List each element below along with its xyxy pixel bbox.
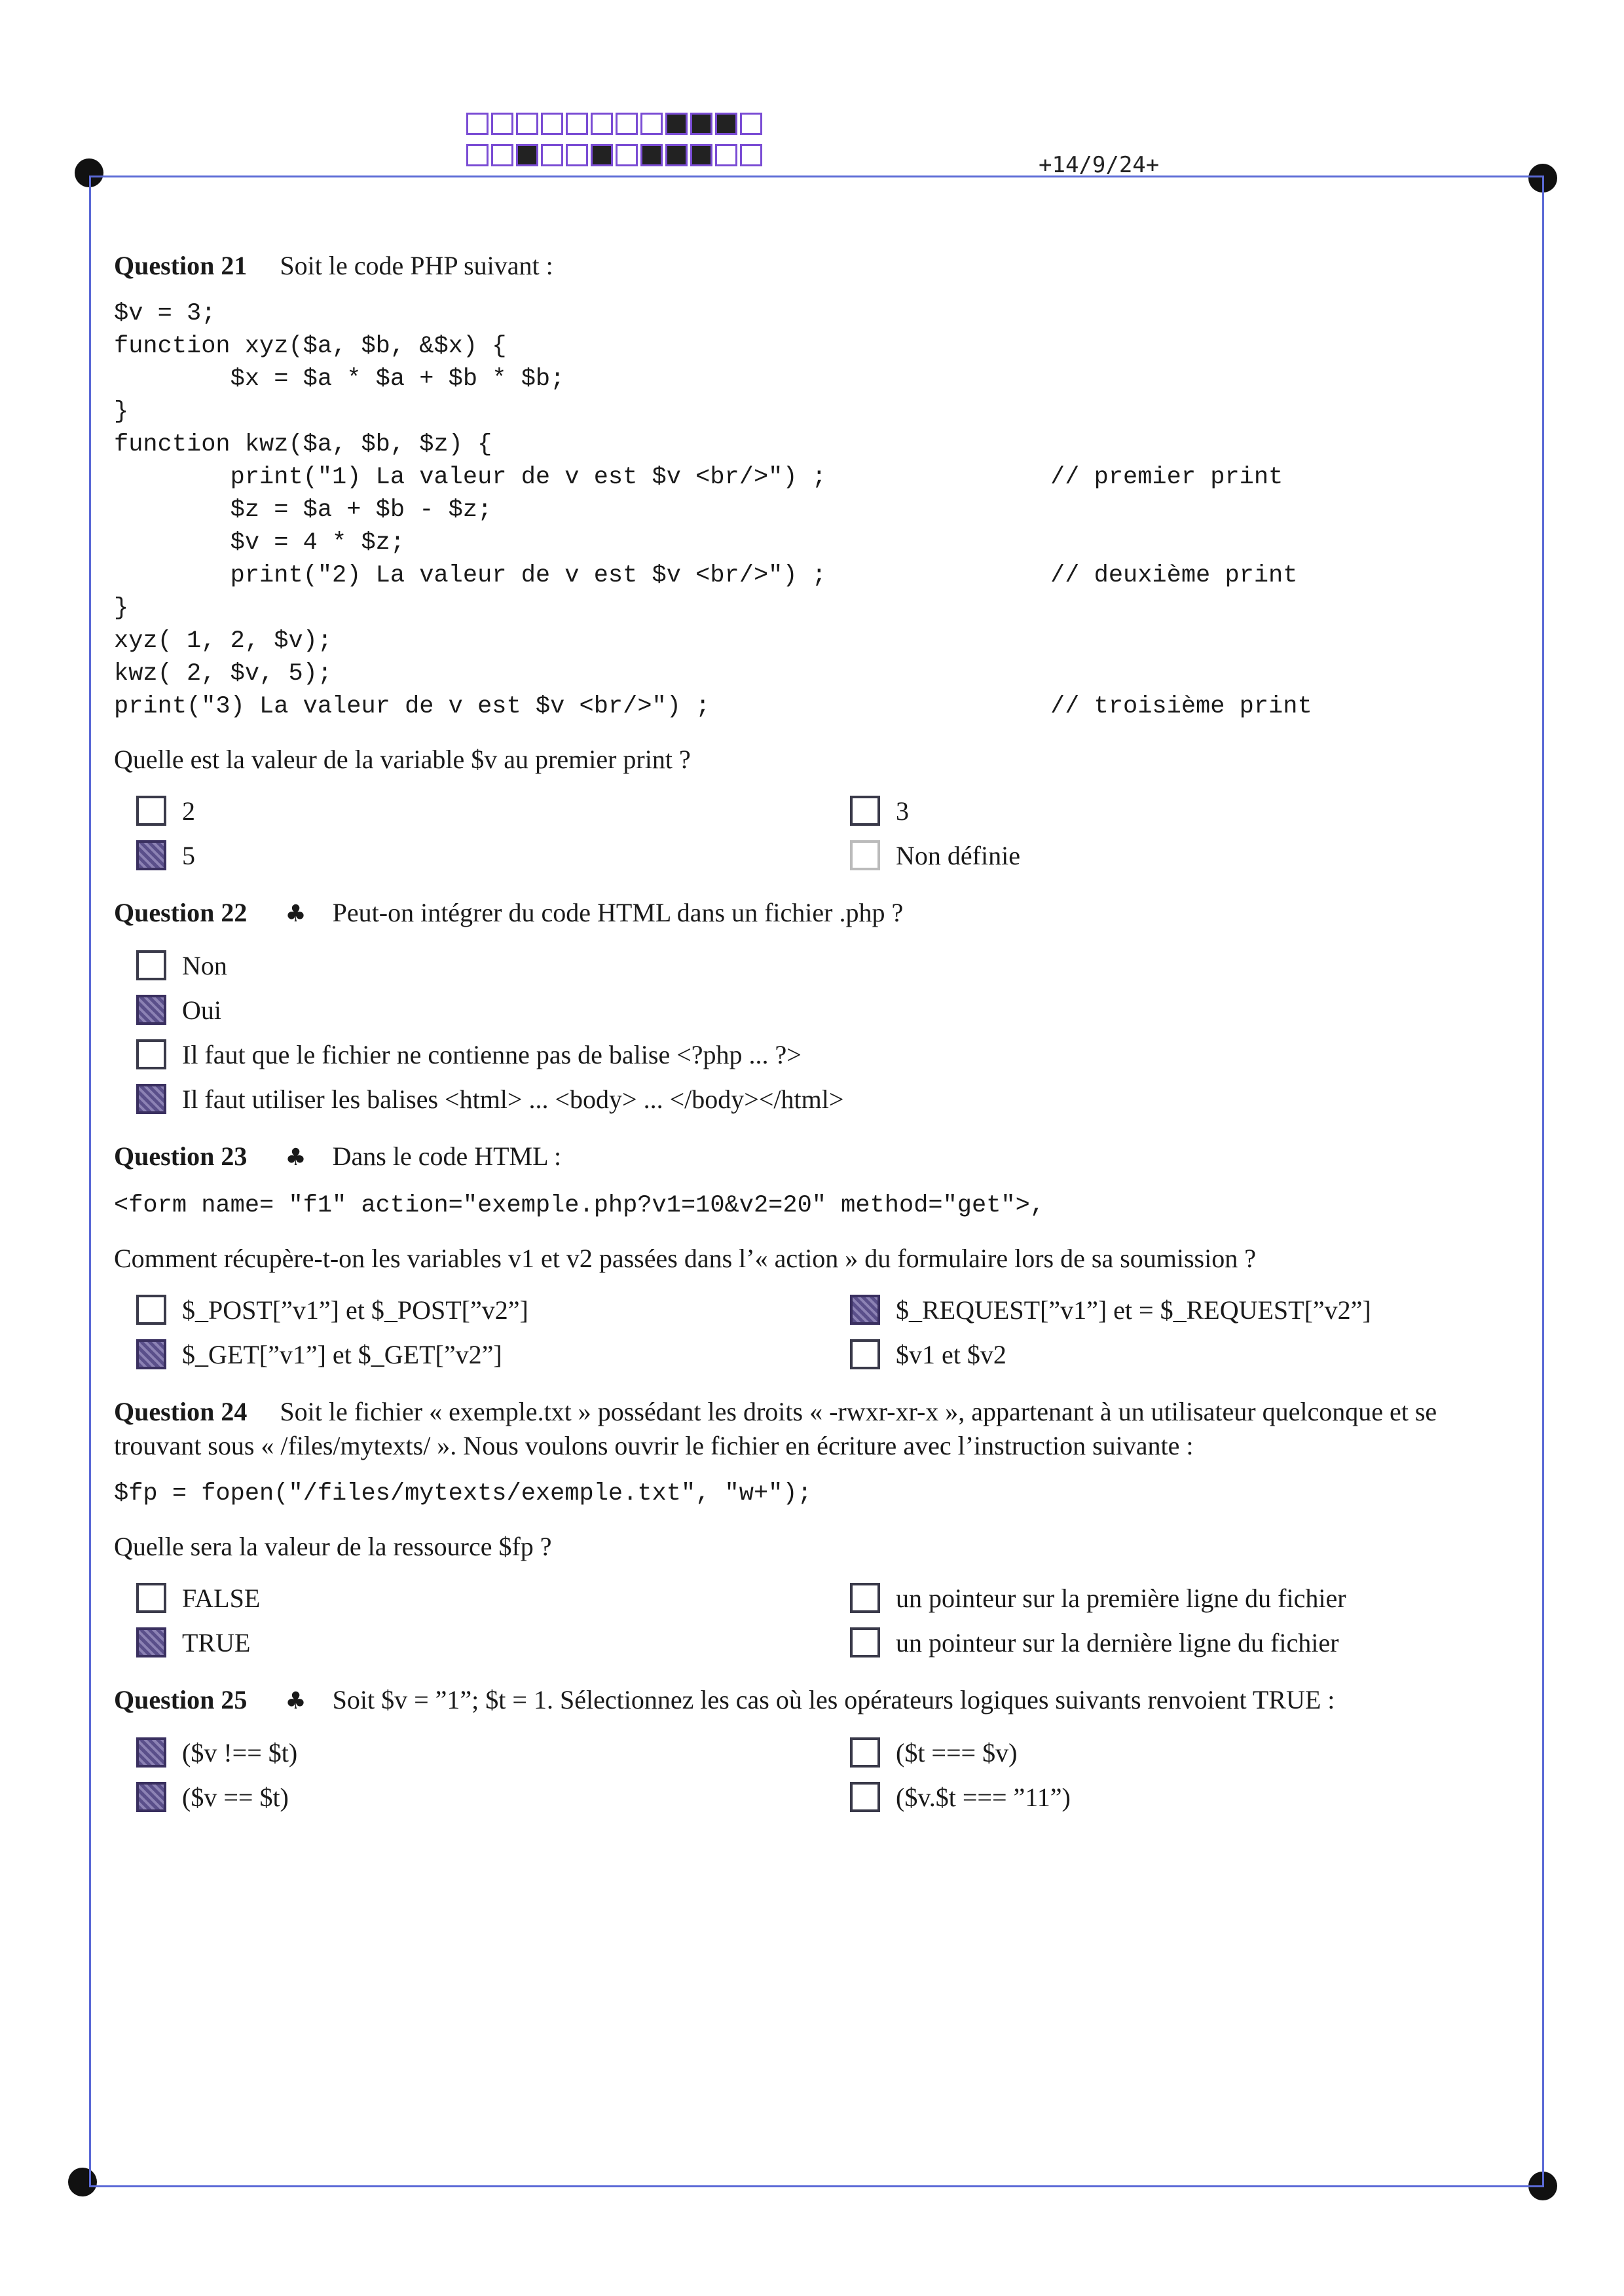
barcode-cell xyxy=(516,144,538,166)
barcode-cell xyxy=(541,113,563,135)
question-text: Quelle sera la valeur de la ressource $fp ? xyxy=(114,1532,552,1561)
club-icon: ♣ xyxy=(285,900,306,927)
code-comment: // deuxième print xyxy=(1050,562,1298,589)
checkbox-icon[interactable] xyxy=(850,1782,880,1812)
code-text: function kwz($a, $b, $z) { xyxy=(114,431,492,458)
answer-label: $_GET[”v1”] et $_GET[”v2”] xyxy=(182,1339,502,1369)
answer-label: Non définie xyxy=(896,840,1020,870)
answer-label: Il faut utiliser les balises <html> ... <body> ... </body></html> xyxy=(182,1084,844,1114)
checkbox-icon[interactable] xyxy=(850,840,880,870)
code-snippet: <form name= "f1" action="exemple.php?v1=10&v2=20" method="get">, xyxy=(114,1192,1045,1219)
question-intro: Soit le code PHP suivant : xyxy=(280,251,553,280)
code-comment: // premier print xyxy=(1050,464,1283,491)
answer-option[interactable] xyxy=(136,794,850,828)
answer-label: 2 xyxy=(182,796,195,826)
barcode-cell xyxy=(690,113,712,135)
answer-label: TRUE xyxy=(182,1627,251,1657)
barcode-cell xyxy=(566,144,588,166)
barcode-cell xyxy=(640,144,663,166)
checkbox-icon[interactable] xyxy=(136,1295,166,1325)
answer-label: ($v.$t === ”11”) xyxy=(896,1782,1071,1812)
code-line xyxy=(114,300,1518,333)
answer-option[interactable] xyxy=(850,1625,1544,1659)
question-block xyxy=(110,1683,1518,1814)
question-number: Question 23 xyxy=(114,1141,248,1171)
answer-label: ($t === $v) xyxy=(896,1737,1018,1768)
answer-label: ($v == $t) xyxy=(182,1782,289,1812)
answer-option[interactable] xyxy=(850,1581,1544,1615)
answer-option[interactable] xyxy=(136,1082,1511,1116)
code-line xyxy=(114,333,1518,365)
answer-option[interactable] xyxy=(136,1293,850,1327)
club-icon: ♣ xyxy=(285,1144,306,1171)
answer-option[interactable] xyxy=(136,1337,850,1371)
question-intro: Peut-on intégrer du code HTML dans un fichier .php ? xyxy=(332,898,904,927)
answer-label: 5 xyxy=(182,840,195,870)
checkbox-icon[interactable] xyxy=(850,1737,880,1768)
question-header xyxy=(114,1683,1518,1718)
answer-option[interactable] xyxy=(136,993,1511,1027)
question-block xyxy=(110,249,1518,872)
question-header xyxy=(114,1395,1518,1463)
code-line xyxy=(114,693,1518,726)
code-comment: // troisième print xyxy=(1050,693,1312,720)
code-text: } xyxy=(114,398,129,426)
answer-list xyxy=(136,1293,1518,1371)
code-line xyxy=(114,398,1518,431)
barcode-cell xyxy=(591,144,613,166)
answer-label: $_POST[”v1”] et $_POST[”v2”] xyxy=(182,1295,528,1325)
answer-option[interactable] xyxy=(136,1625,850,1659)
answer-label: 3 xyxy=(896,796,909,826)
answer-list xyxy=(136,794,1518,872)
question-block xyxy=(110,1395,1518,1659)
barcode-cell xyxy=(491,144,513,166)
answer-label: un pointeur sur la première ligne du fichier xyxy=(896,1583,1346,1613)
club-icon: ♣ xyxy=(285,1688,306,1714)
question-header xyxy=(114,249,1518,283)
answer-option[interactable] xyxy=(850,1735,1544,1769)
code-snippet: $fp = fopen("/files/mytexts/exemple.txt", "w+"); xyxy=(114,1480,812,1508)
code-line xyxy=(114,627,1518,660)
code-text: print("2) La valeur de v est $v <br/>") ; xyxy=(114,562,826,589)
checked-box-icon[interactable] xyxy=(850,1295,880,1325)
barcode-cell xyxy=(665,113,688,135)
answer-option[interactable] xyxy=(850,794,1544,828)
code-line xyxy=(114,562,1518,595)
code-line xyxy=(114,660,1518,693)
answer-label: Non xyxy=(182,950,227,980)
code-text: $v = 4 * $z; xyxy=(114,529,405,557)
code-text: $z = $a + $b - $z; xyxy=(114,496,492,524)
barcode-cell xyxy=(566,113,588,135)
answer-label: Il faut que le fichier ne contienne pas de balise <?php ... ?> xyxy=(182,1039,802,1069)
question-block xyxy=(110,1139,1518,1371)
code-text: kwz( 2, $v, 5); xyxy=(114,660,333,688)
code-line xyxy=(114,431,1518,464)
answer-option[interactable] xyxy=(850,838,1544,872)
barcode-cell xyxy=(466,113,489,135)
checked-box-icon[interactable] xyxy=(136,840,166,870)
answer-list xyxy=(136,1735,1518,1814)
question-text: Comment récupère-t-on les variables v1 et v2 passées dans l’« action » du formulaire lors de sa soumission ? xyxy=(114,1244,1256,1273)
code-line xyxy=(114,365,1518,398)
barcode-cell xyxy=(665,144,688,166)
answer-label: $_REQUEST[”v1”] et = $_REQUEST[”v2”] xyxy=(896,1295,1371,1325)
barcode-cell xyxy=(516,113,538,135)
question-header xyxy=(114,896,1518,931)
barcode-cell xyxy=(740,144,762,166)
answer-option[interactable] xyxy=(850,1293,1544,1327)
answer-label: FALSE xyxy=(182,1583,261,1613)
code-line xyxy=(114,496,1518,529)
barcode-cell xyxy=(715,144,737,166)
question-intro: Dans le code HTML : xyxy=(332,1141,562,1171)
checked-box-icon[interactable] xyxy=(136,1084,166,1114)
code-text: $v = 3; xyxy=(114,300,216,327)
code-text: $x = $a * $a + $b * $b; xyxy=(114,365,565,393)
checkbox-icon[interactable] xyxy=(850,1583,880,1613)
answer-option[interactable] xyxy=(850,1780,1544,1814)
code-text: print("3) La valeur de v est $v <br/>") ; xyxy=(114,693,710,720)
barcode-cell xyxy=(491,113,513,135)
answer-option[interactable] xyxy=(136,948,1511,982)
barcode-cell xyxy=(591,113,613,135)
checkbox-icon[interactable] xyxy=(850,1339,880,1369)
question-header xyxy=(114,1139,1518,1175)
question-number: Question 22 xyxy=(114,898,248,927)
code-text: function xyz($a, $b, &$x) { xyxy=(114,333,507,360)
answer-option[interactable] xyxy=(136,1735,850,1769)
barcode-cell xyxy=(616,144,638,166)
barcode-cell xyxy=(715,113,737,135)
code-text: print("1) La valeur de v est $v <br/>") ; xyxy=(114,464,826,491)
page-identifier: +14/9/24+ xyxy=(1039,152,1160,178)
answer-option[interactable] xyxy=(850,1337,1544,1371)
answer-label: $v1 et $v2 xyxy=(896,1339,1006,1369)
checked-box-icon[interactable] xyxy=(136,1627,166,1657)
code-line xyxy=(114,595,1518,627)
question-number: Question 25 xyxy=(114,1685,248,1714)
checkbox-icon[interactable] xyxy=(136,1583,166,1613)
question-text: Quelle est la valeur de la variable $v au premier print ? xyxy=(114,745,691,774)
question-number: Question 24 xyxy=(114,1397,248,1426)
answer-list xyxy=(136,1581,1518,1659)
checkbox-icon[interactable] xyxy=(136,950,166,980)
answer-label: un pointeur sur la dernière ligne du fichier xyxy=(896,1627,1339,1657)
checked-box-icon[interactable] xyxy=(136,1339,166,1369)
checked-box-icon[interactable] xyxy=(136,1782,166,1812)
barcode-cell xyxy=(541,144,563,166)
checked-box-icon[interactable] xyxy=(136,995,166,1025)
page-barcode-row-1 xyxy=(466,113,765,135)
barcode-cell xyxy=(616,113,638,135)
answer-label: ($v !== $t) xyxy=(182,1737,298,1768)
barcode-cell xyxy=(690,144,712,166)
code-line xyxy=(114,464,1518,496)
code-block xyxy=(114,300,1518,726)
answer-list xyxy=(136,948,1518,1116)
answer-option[interactable] xyxy=(136,1780,850,1814)
barcode-cell xyxy=(466,144,489,166)
code-text: xyz( 1, 2, $v); xyxy=(114,627,333,655)
question-block xyxy=(110,896,1518,1116)
questions-area xyxy=(110,249,1518,1838)
answer-label: Oui xyxy=(182,995,221,1025)
barcode-cell xyxy=(640,113,663,135)
code-text: } xyxy=(114,595,129,622)
checkbox-icon[interactable] xyxy=(850,796,880,826)
checkbox-icon[interactable] xyxy=(136,796,166,826)
question-number: Question 21 xyxy=(114,251,248,280)
checkbox-icon[interactable] xyxy=(850,1627,880,1657)
code-line xyxy=(114,529,1518,562)
checked-box-icon[interactable] xyxy=(136,1737,166,1768)
question-intro: Soit $v = ”1”; $t = 1. Sélectionnez les cas où les opérateurs logiques suivants renvoient TRUE : xyxy=(332,1685,1335,1714)
answer-option[interactable] xyxy=(136,1581,850,1615)
barcode-cell xyxy=(740,113,762,135)
page-barcode-row-2 xyxy=(466,144,765,166)
answer-option[interactable] xyxy=(136,1037,1511,1071)
answer-option[interactable] xyxy=(136,838,850,872)
checkbox-icon[interactable] xyxy=(136,1039,166,1069)
question-intro: Soit le fichier « exemple.txt » possédant les droits « -rwxr-xr-x », appartenant à un utilisateur quelconque et se trouvant sous « /files/mytexts/ ». Nous voulons ouvrir le fichier en écriture avec l’instruction suivante : xyxy=(114,1397,1437,1460)
